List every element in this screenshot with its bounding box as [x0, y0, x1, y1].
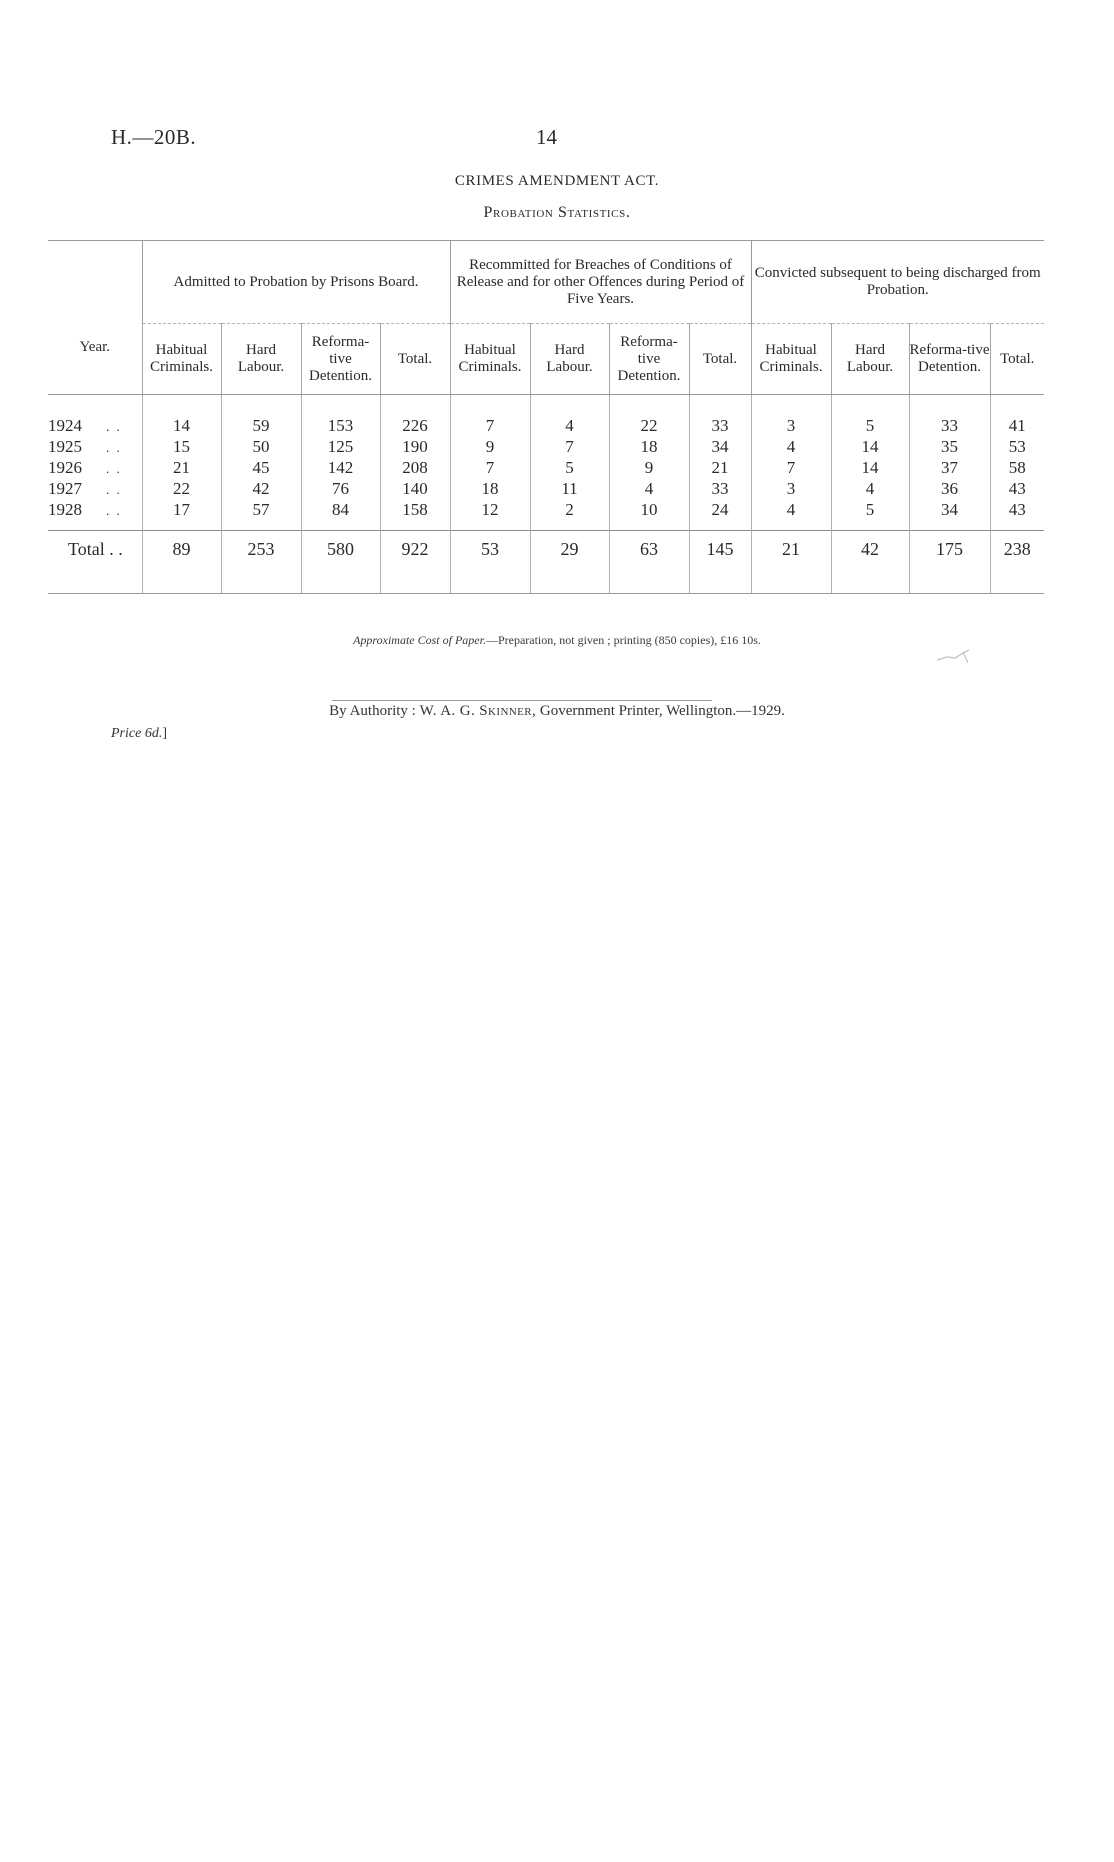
year-cell: 1924 . . — [48, 415, 122, 435]
table-cell: 2 — [530, 499, 609, 531]
authority-suffix: Government Printer, Wellington.—1929. — [539, 703, 785, 719]
table-cell: 24 — [689, 499, 751, 531]
table-cell: 153 — [301, 395, 380, 437]
column-header: Reforma-tive Detention. — [301, 324, 380, 395]
table-cell: 125 — [301, 436, 380, 457]
column-header: Habitual Criminals. — [142, 324, 221, 395]
section-title: Probation Statistics. — [483, 204, 631, 221]
table-cell: 21 — [142, 457, 221, 478]
table-cell: 34 — [909, 499, 990, 531]
table-cell: 42 — [221, 478, 301, 499]
table-cell: 12 — [450, 499, 530, 531]
column-header: Reforma-tive Detention. — [909, 324, 990, 395]
table-cell: 5 — [831, 499, 909, 531]
year-cell: 1927 . . — [48, 478, 122, 498]
table-cell: 14 — [142, 395, 221, 437]
table-cell: 158 — [380, 499, 450, 531]
table-cell: 9 — [609, 457, 689, 478]
column-header: Hard Labour. — [831, 324, 909, 395]
total-cell: 29 — [530, 531, 609, 594]
total-label: Total . . — [48, 531, 142, 594]
table-cell: 14 — [831, 457, 909, 478]
table-cell: 3 — [751, 478, 831, 499]
table-cell: 10 — [609, 499, 689, 531]
table-cell: 4 — [609, 478, 689, 499]
total-cell: 145 — [689, 531, 751, 594]
group-header-recommitted: Recommitted for Breaches of Conditions of Release and for other Offences during Period of Five Years. — [450, 241, 751, 324]
table-cell: 4 — [751, 499, 831, 531]
column-header: Habitual Criminals. — [450, 324, 530, 395]
table-cell: 190 — [380, 436, 450, 457]
table-row — [48, 436, 1044, 457]
table-cell: 5 — [831, 395, 909, 437]
column-header: Habitual Criminals. — [751, 324, 831, 395]
column-header: Total. — [990, 324, 1044, 395]
table-cell: 3 — [751, 395, 831, 437]
table-cell: 7 — [530, 436, 609, 457]
table-cell: 34 — [689, 436, 751, 457]
table-cell: 226 — [380, 395, 450, 437]
page-number: 14 — [536, 125, 557, 149]
table-row — [48, 457, 1044, 478]
year-column-header: Year. — [48, 241, 142, 395]
table-cell: 50 — [221, 436, 301, 457]
column-header: Hard Labour. — [221, 324, 301, 395]
table-cell: 76 — [301, 478, 380, 499]
totals-row — [48, 531, 1044, 594]
table-cell: 5 — [530, 457, 609, 478]
table-cell: 142 — [301, 457, 380, 478]
table-cell: 37 — [909, 457, 990, 478]
table-cell: 17 — [142, 499, 221, 531]
price-label: Price 6d.] — [111, 726, 167, 741]
scan-smudge — [935, 648, 971, 664]
total-cell: 238 — [990, 531, 1044, 594]
table-cell: 4 — [831, 478, 909, 499]
cost-text: —Preparation, not given ; printing (850 copies), £16 10s. — [485, 633, 761, 647]
table-cell: 18 — [450, 478, 530, 499]
total-cell: 53 — [450, 531, 530, 594]
table-cell: 15 — [142, 436, 221, 457]
document-reference: H.—20B. — [111, 125, 197, 149]
total-cell: 21 — [751, 531, 831, 594]
total-cell: 922 — [380, 531, 450, 594]
total-cell: 42 — [831, 531, 909, 594]
year-cell: 1925 . . — [48, 436, 122, 456]
group-header-convicted: Convicted subsequent to being discharged from Probation. — [751, 241, 1044, 324]
table-row — [48, 499, 1044, 531]
table-cell: 41 — [990, 395, 1044, 437]
table-cell: 4 — [751, 436, 831, 457]
probation-statistics-table — [48, 240, 1044, 594]
table-cell: 36 — [909, 478, 990, 499]
table-cell: 33 — [909, 395, 990, 437]
printer-name: W. A. G. Skinner, — [419, 703, 537, 719]
total-cell: 253 — [221, 531, 301, 594]
table-cell: 43 — [990, 478, 1044, 499]
table-cell: 33 — [689, 478, 751, 499]
table-row — [48, 478, 1044, 499]
table-cell: 18 — [609, 436, 689, 457]
table-row — [48, 395, 1044, 437]
authority-prefix: By Authority : — [329, 703, 416, 719]
table-cell: 11 — [530, 478, 609, 499]
column-header: Hard Labour. — [530, 324, 609, 395]
column-header: Total. — [380, 324, 450, 395]
total-cell: 89 — [142, 531, 221, 594]
table-cell: 22 — [142, 478, 221, 499]
total-cell: 63 — [609, 531, 689, 594]
table-cell: 58 — [990, 457, 1044, 478]
table-cell: 9 — [450, 436, 530, 457]
table-cell: 33 — [689, 395, 751, 437]
table-cell: 84 — [301, 499, 380, 531]
table-cell: 7 — [450, 395, 530, 437]
table-cell: 14 — [831, 436, 909, 457]
total-cell: 175 — [909, 531, 990, 594]
column-header: Total. — [689, 324, 751, 395]
total-cell: 580 — [301, 531, 380, 594]
table-cell: 22 — [609, 395, 689, 437]
authority-line — [0, 703, 1114, 720]
table-cell: 45 — [221, 457, 301, 478]
divider-rule — [332, 700, 712, 701]
table-cell: 140 — [380, 478, 450, 499]
table-cell: 208 — [380, 457, 450, 478]
table-cell: 21 — [689, 457, 751, 478]
group-header-admitted: Admitted to Probation by Prisons Board. — [142, 241, 450, 324]
cost-of-paper-note — [0, 633, 1114, 648]
table-cell: 59 — [221, 395, 301, 437]
table-cell: 43 — [990, 499, 1044, 531]
table-cell: 7 — [751, 457, 831, 478]
cost-label: Approximate Cost of Paper. — [353, 633, 486, 647]
table-cell: 4 — [530, 395, 609, 437]
year-cell: 1928 . . — [48, 499, 122, 519]
table-cell: 35 — [909, 436, 990, 457]
table-cell: 53 — [990, 436, 1044, 457]
table-cell: 7 — [450, 457, 530, 478]
table-cell: 57 — [221, 499, 301, 531]
column-header: Reforma-tive Detention. — [609, 324, 689, 395]
act-title: CRIMES AMENDMENT ACT. — [454, 173, 660, 189]
year-cell: 1926 . . — [48, 457, 122, 477]
